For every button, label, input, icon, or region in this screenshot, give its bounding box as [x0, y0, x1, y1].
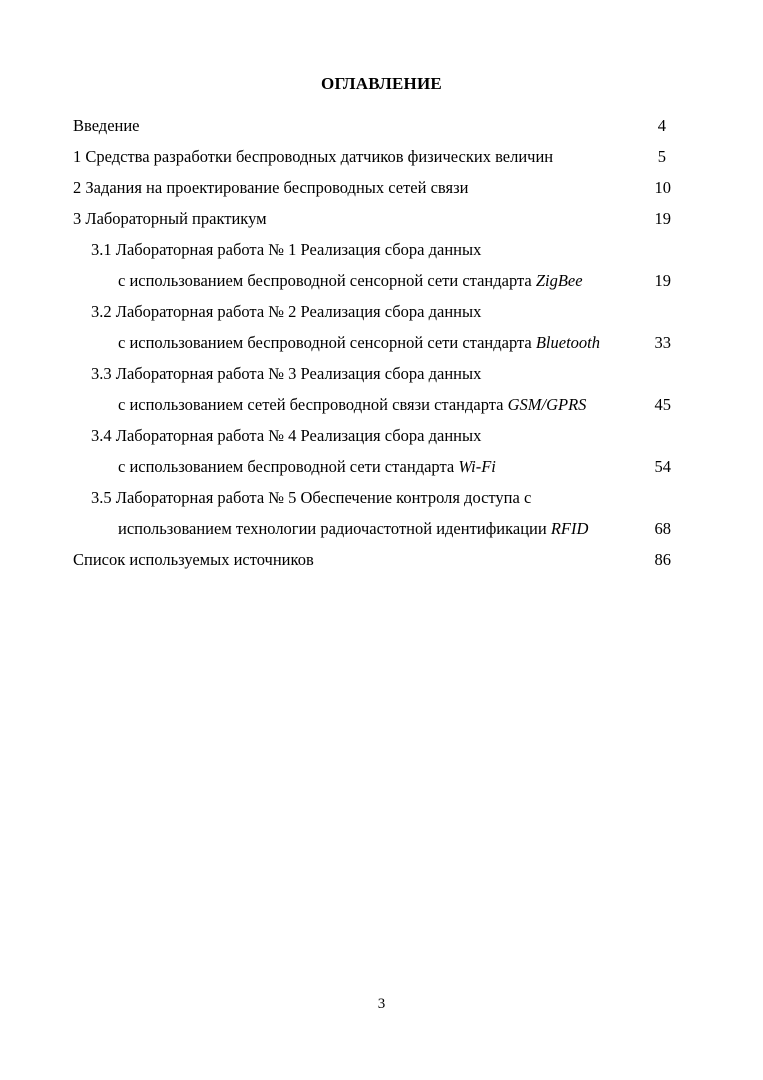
toc-page-number: 68 — [654, 519, 671, 538]
toc-entry-section-3-5-cont: использованием технологии радиочастотной идентификации RFID — [118, 519, 589, 538]
toc-title: ОГЛАВЛЕНИЕ — [321, 74, 442, 93]
toc-entry-section-3-4-cont: с использованием беспроводной сети стандарта Wi-Fi — [118, 457, 496, 476]
toc-entry-section-3-2: 3.2 Лабораторная работа № 2 Реализация сбора данных — [91, 302, 482, 321]
toc-page-number: 33 — [654, 333, 671, 352]
toc-page-number: 19 — [654, 271, 671, 290]
toc-page-number: 10 — [654, 178, 671, 197]
toc-page-number: 19 — [654, 209, 671, 228]
toc-entry-references: Список используемых источников — [73, 550, 314, 569]
toc-entry-section-3-5: 3.5 Лабораторная работа № 5 Обеспечение контроля доступа с — [91, 488, 532, 507]
toc-entry-introduction: Введение — [73, 116, 140, 135]
toc-entry-chapter-3: 3 Лабораторный практикум — [73, 209, 267, 228]
toc-entry-chapter-2: 2 Задания на проектирование беспроводных сетей связи — [73, 178, 469, 197]
toc-entry-section-3-3-cont: с использованием сетей беспроводной связи стандарта GSM/GPRS — [118, 395, 587, 414]
page-number: 3 — [377, 996, 386, 1012]
toc-page-number: 54 — [654, 457, 671, 476]
toc-page-number: 5 — [657, 147, 666, 166]
toc-page-number: 4 — [657, 116, 666, 135]
toc-entry-section-3-4: 3.4 Лабораторная работа № 4 Реализация сбора данных — [91, 426, 482, 445]
toc-entry-section-3-3: 3.3 Лабораторная работа № 3 Реализация сбора данных — [91, 364, 482, 383]
toc-entry-section-3-1-cont: с использованием беспроводной сенсорной сети стандарта ZigBee — [118, 271, 583, 290]
toc-entry-section-3-1: 3.1 Лабораторная работа № 1 Реализация сбора данных — [91, 240, 482, 259]
toc-entry-section-3-2-cont: с использованием беспроводной сенсорной сети стандарта Bluetooth — [118, 333, 600, 352]
toc-page-number: 45 — [654, 395, 671, 414]
toc-entry-chapter-1: 1 Средства разработки беспроводных датчиков физических величин — [73, 147, 554, 166]
toc-page-number: 86 — [654, 550, 671, 569]
